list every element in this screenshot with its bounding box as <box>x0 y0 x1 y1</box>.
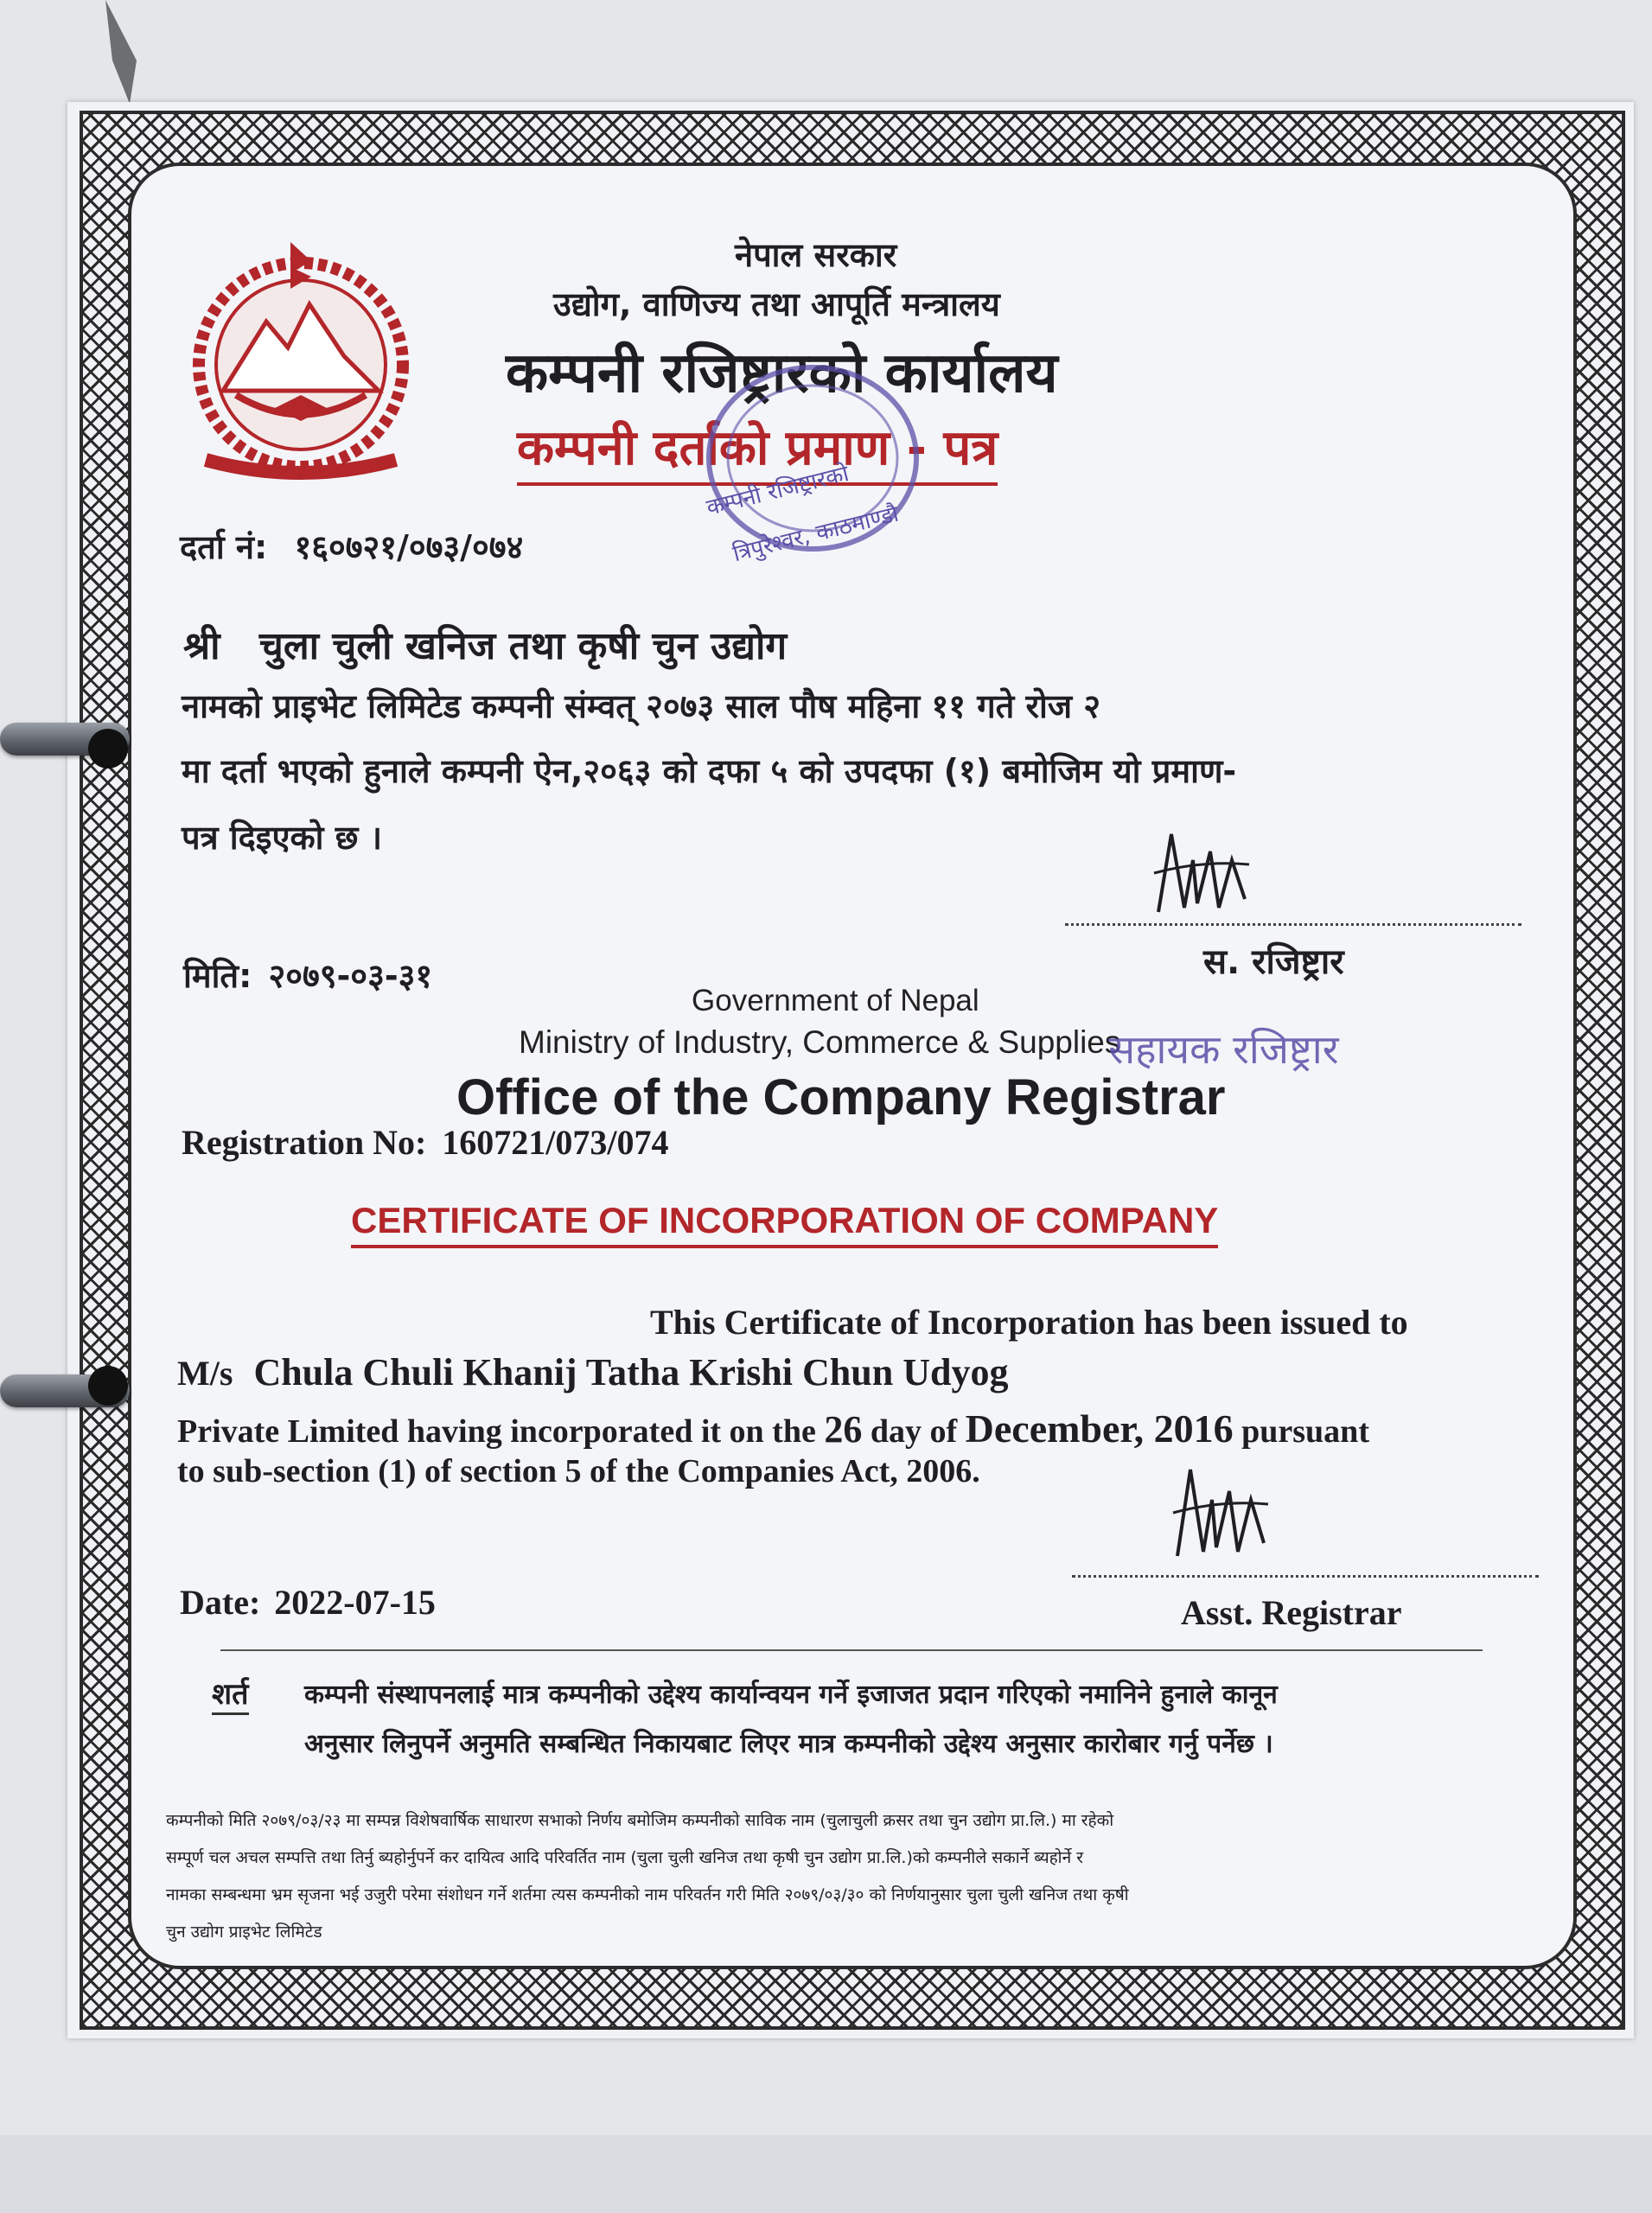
footnote-line4: चुन उद्योग प्राइभेट लिमिटेड <box>166 1923 322 1942</box>
registrar-title-np: स. रजिष्ट्रार <box>1203 942 1344 982</box>
body-en-line3 <box>177 1406 1369 1451</box>
binder-hole-bottom <box>88 1366 128 1406</box>
body-en-line3b: day of <box>870 1413 958 1450</box>
nepal-emblem-icon <box>171 226 431 486</box>
stamp-text-line2: त्रिपुरेश्वर, काठमाण्डौ <box>730 501 902 568</box>
desk-background <box>0 2135 1652 2213</box>
incorporation-day: 26 <box>824 1408 863 1451</box>
binder-hole-top <box>88 729 128 768</box>
govt-name-np: नेपाल सरकार <box>735 236 897 274</box>
date-label-np: मिति: <box>183 957 252 995</box>
body-np-line3: मा दर्ता भएको हुनाले कम्पनी ऐन,२०६३ को दफा ५ को उपदफा (१) बमोजिम यो प्रमाण- <box>182 752 1237 790</box>
registrar-signature-1 <box>1150 826 1253 921</box>
condition-divider <box>220 1649 1483 1651</box>
incorporation-month-year: December, 2016 <box>965 1406 1234 1451</box>
signature-line-np <box>1065 923 1521 926</box>
footnote-line3: नामका सम्बन्धमा भ्रम सृजना भई उजुरी परेमा संशोधन गर्ने शर्तमा त्यस कम्पनीको नाम परिवर्तन गरी मिति २०७९/०३/३० को निर्णयानुसार चुला चुली खनिज तथा कृषी <box>166 1885 1129 1904</box>
body-en-line4: to sub-section (1) of section 5 of the Companies Act, 2006. <box>177 1453 980 1489</box>
body-en-line1: This Certificate of Incorporation has been issued to <box>650 1303 1408 1342</box>
date-value-np: २०७९-०३-३१ <box>268 957 433 995</box>
registration-np <box>180 524 523 569</box>
ministry-name-en: Ministry of Industry, Commerce & Supplies <box>519 1024 1121 1060</box>
registration-en <box>182 1122 669 1163</box>
condition-line2: अनुसार लिनुपर्ने अनुमति सम्बन्धित निकायबाट लिएर मात्र कम्पनीको उद्देश्य अनुसार कारोबार गर्नु पर्नेछ । <box>304 1729 1273 1759</box>
body-np-line2: नामको प्राइभेट लिमिटेड कम्पनी संम्वत् २०७३ साल पौष महिना ११ गते रोज २ <box>182 687 1101 725</box>
stamp-text-line1: कम्पनी रजिष्ट्रारको <box>704 461 852 521</box>
footnote-line1: कम्पनीको मिति २०७९/०३/२३ मा सम्पन्न विशेषवार्षिक साधारण सभाको निर्णय बमोजिम कम्पनीको साविक नाम (चुलाचुली क्रसर तथा चुन उद्योग प्रा.लि.) मा रहेको <box>166 1811 1114 1830</box>
date-np <box>183 953 432 998</box>
body-en-line3c: pursuant <box>1241 1413 1369 1450</box>
govt-name-en: Government of Nepal <box>692 984 979 1017</box>
registrar-signature-2 <box>1169 1461 1272 1569</box>
registration-value-en: 160721/073/074 <box>442 1123 669 1162</box>
condition-line1: कम्पनी संस्थापनलाई मात्र कम्पनीको उद्देश्य कार्यान्वयन गर्ने इजाजत प्रदान गरिएको नमानिने हुनाले कानून <box>304 1680 1278 1710</box>
ms-prefix: M/s <box>177 1354 233 1393</box>
office-name-np: कम्पनी रजिष्ट्रारको कार्यालय <box>506 341 1058 405</box>
ministry-name-np: उद्योग, वाणिज्य तथा आपूर्ति मन्त्रालय <box>553 285 1000 323</box>
pen-tip <box>104 0 138 108</box>
company-name-en: Chula Chuli Khanij Tatha Krishi Chun Udyog <box>253 1351 1009 1393</box>
registration-value-np: १६०७२१/०७३/०७४ <box>294 528 524 566</box>
body-np-line4: पत्र दिइएको छ । <box>182 819 383 857</box>
certificate-title-np: कम्पनी दर्ताको प्रमाण - पत्र <box>517 413 998 486</box>
certificate-title-en: CERTIFICATE OF INCORPORATION OF COMPANY <box>351 1200 1218 1248</box>
company-line-np <box>183 618 787 670</box>
shree-prefix: श्री <box>183 624 220 668</box>
footnote-line2: सम्पूर्ण चल अचल सम्पत्ति तथा तिर्नु ब्यहोर्नुपर्ने कर दायित्व आदि परिवर्तित नाम (चुला चुली खनिज तथा कृषी चुन उद्योग प्रा.लि.)को कम्पनीले सकार्ने ब्यहोर्ने र <box>166 1848 1083 1867</box>
company-line-en <box>177 1350 1008 1394</box>
asst-registrar-stamp-np: सहायक रजिष्ट्रार <box>1108 1026 1339 1073</box>
registration-label-np: दर्ता नं: <box>180 528 268 566</box>
registration-label-en: Registration No: <box>182 1123 427 1162</box>
date-label-en: Date: <box>180 1583 261 1622</box>
body-en-line3a: Private Limited having incorporated it on the <box>177 1413 816 1450</box>
signature-line-en <box>1072 1575 1539 1578</box>
office-name-en: Office of the Company Registrar <box>456 1069 1226 1126</box>
date-value-en: 2022-07-15 <box>274 1583 436 1622</box>
date-en <box>180 1582 436 1623</box>
registrar-title-en: Asst. Registrar <box>1181 1593 1402 1632</box>
condition-label: शर्त <box>212 1673 249 1715</box>
company-name-np: चुला चुली खनिज तथा कृषी चुन उद्योग <box>258 624 788 668</box>
